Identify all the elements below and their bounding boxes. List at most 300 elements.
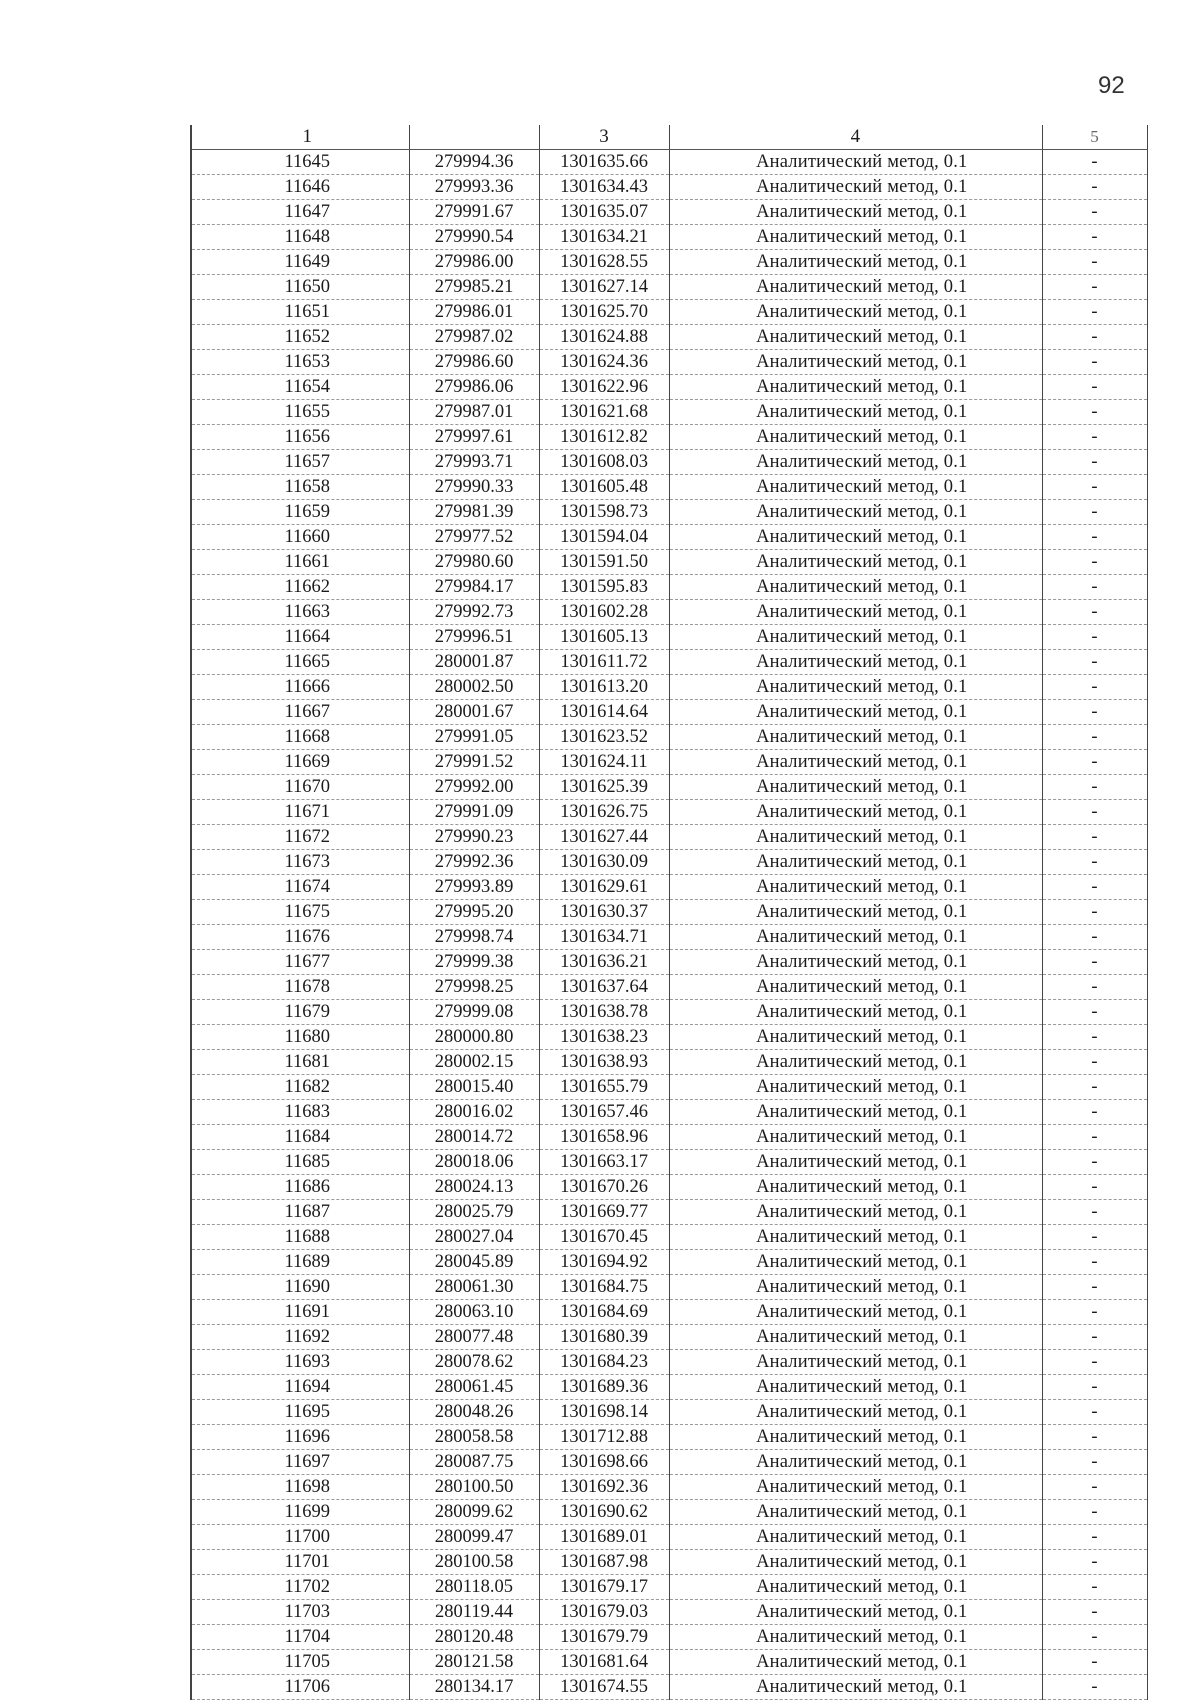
extra-cell: - <box>1042 425 1147 450</box>
point-number-cell: 11664 <box>191 625 409 650</box>
table-row <box>191 825 1147 850</box>
x-coordinate-cell: 280078.62 <box>409 1350 539 1375</box>
table-row <box>191 500 1147 525</box>
extra-cell: - <box>1042 650 1147 675</box>
point-number-cell: 11652 <box>191 325 409 350</box>
extra-cell: - <box>1042 525 1147 550</box>
point-number-cell: 11688 <box>191 1225 409 1250</box>
page-number: 92 <box>1098 72 1125 99</box>
y-coordinate-cell: 1301658.96 <box>539 1125 669 1150</box>
method-cell: Аналитический метод, 0.1 <box>669 225 1042 250</box>
point-number-cell: 11695 <box>191 1400 409 1425</box>
method-cell: Аналитический метод, 0.1 <box>669 1600 1042 1625</box>
table-row <box>191 475 1147 500</box>
point-number-cell: 11684 <box>191 1125 409 1150</box>
y-coordinate-cell: 1301612.82 <box>539 425 669 450</box>
x-coordinate-cell: 280134.17 <box>409 1675 539 1700</box>
table-row <box>191 1200 1147 1225</box>
point-number-cell: 11691 <box>191 1300 409 1325</box>
method-cell: Аналитический метод, 0.1 <box>669 675 1042 700</box>
x-coordinate-cell: 280058.58 <box>409 1425 539 1450</box>
method-cell: Аналитический метод, 0.1 <box>669 750 1042 775</box>
method-cell: Аналитический метод, 0.1 <box>669 1400 1042 1425</box>
extra-cell: - <box>1042 1150 1147 1175</box>
method-cell: Аналитический метод, 0.1 <box>669 900 1042 925</box>
method-cell: Аналитический метод, 0.1 <box>669 1650 1042 1675</box>
point-number-cell: 11704 <box>191 1625 409 1650</box>
x-coordinate-cell: 280063.10 <box>409 1300 539 1325</box>
y-coordinate-cell: 1301679.03 <box>539 1600 669 1625</box>
table-row <box>191 1450 1147 1475</box>
method-cell: Аналитический метод, 0.1 <box>669 875 1042 900</box>
table-row <box>191 250 1147 275</box>
point-number-cell: 11650 <box>191 275 409 300</box>
y-coordinate-cell: 1301626.75 <box>539 800 669 825</box>
method-cell: Аналитический метод, 0.1 <box>669 275 1042 300</box>
x-coordinate-cell: 280001.67 <box>409 700 539 725</box>
method-cell: Аналитический метод, 0.1 <box>669 1375 1042 1400</box>
table-row <box>191 375 1147 400</box>
x-coordinate-cell: 280061.30 <box>409 1275 539 1300</box>
y-coordinate-cell: 1301684.69 <box>539 1300 669 1325</box>
table-row <box>191 1500 1147 1525</box>
point-number-cell: 11669 <box>191 750 409 775</box>
extra-cell: - <box>1042 1550 1147 1575</box>
table-row <box>191 800 1147 825</box>
extra-cell: - <box>1042 1225 1147 1250</box>
method-cell: Аналитический метод, 0.1 <box>669 600 1042 625</box>
extra-cell: - <box>1042 1350 1147 1375</box>
method-cell: Аналитический метод, 0.1 <box>669 250 1042 275</box>
x-coordinate-cell: 280048.26 <box>409 1400 539 1425</box>
column-header-3: 3 <box>539 125 669 150</box>
table-row <box>191 1250 1147 1275</box>
table-row <box>191 1375 1147 1400</box>
point-number-cell: 11690 <box>191 1275 409 1300</box>
point-number-cell: 11703 <box>191 1600 409 1625</box>
y-coordinate-cell: 1301608.03 <box>539 450 669 475</box>
extra-cell: - <box>1042 600 1147 625</box>
point-number-cell: 11653 <box>191 350 409 375</box>
x-coordinate-cell: 279991.05 <box>409 725 539 750</box>
table-row <box>191 1000 1147 1025</box>
y-coordinate-cell: 1301638.93 <box>539 1050 669 1075</box>
point-number-cell: 11687 <box>191 1200 409 1225</box>
extra-cell: - <box>1042 850 1147 875</box>
y-coordinate-cell: 1301635.07 <box>539 200 669 225</box>
table-row <box>191 625 1147 650</box>
method-cell: Аналитический метод, 0.1 <box>669 1000 1042 1025</box>
y-coordinate-cell: 1301605.48 <box>539 475 669 500</box>
x-coordinate-cell: 280014.72 <box>409 1125 539 1150</box>
point-number-cell: 11673 <box>191 850 409 875</box>
y-coordinate-cell: 1301680.39 <box>539 1325 669 1350</box>
table-row <box>191 1350 1147 1375</box>
method-cell: Аналитический метод, 0.1 <box>669 850 1042 875</box>
point-number-cell: 11689 <box>191 1250 409 1275</box>
x-coordinate-cell: 280118.05 <box>409 1575 539 1600</box>
method-cell: Аналитический метод, 0.1 <box>669 1300 1042 1325</box>
table-row <box>191 850 1147 875</box>
method-cell: Аналитический метод, 0.1 <box>669 650 1042 675</box>
method-cell: Аналитический метод, 0.1 <box>669 700 1042 725</box>
point-number-cell: 11656 <box>191 425 409 450</box>
table-row <box>191 600 1147 625</box>
method-cell: Аналитический метод, 0.1 <box>669 1125 1042 1150</box>
extra-cell: - <box>1042 1250 1147 1275</box>
y-coordinate-cell: 1301624.88 <box>539 325 669 350</box>
x-coordinate-cell: 279977.52 <box>409 525 539 550</box>
extra-cell: - <box>1042 750 1147 775</box>
x-coordinate-cell: 279997.61 <box>409 425 539 450</box>
column-header-4: 4 <box>669 125 1042 150</box>
table-row <box>191 700 1147 725</box>
y-coordinate-cell: 1301595.83 <box>539 575 669 600</box>
y-coordinate-cell: 1301687.98 <box>539 1550 669 1575</box>
table-row <box>191 950 1147 975</box>
extra-cell: - <box>1042 325 1147 350</box>
method-cell: Аналитический метод, 0.1 <box>669 1200 1042 1225</box>
extra-cell: - <box>1042 500 1147 525</box>
extra-cell: - <box>1042 275 1147 300</box>
method-cell: Аналитический метод, 0.1 <box>669 500 1042 525</box>
extra-cell: - <box>1042 1500 1147 1525</box>
table-row <box>191 450 1147 475</box>
y-coordinate-cell: 1301692.36 <box>539 1475 669 1500</box>
x-coordinate-cell: 280099.47 <box>409 1525 539 1550</box>
extra-cell: - <box>1042 375 1147 400</box>
x-coordinate-cell: 280119.44 <box>409 1600 539 1625</box>
point-number-cell: 11648 <box>191 225 409 250</box>
point-number-cell: 11682 <box>191 1075 409 1100</box>
y-coordinate-cell: 1301690.62 <box>539 1500 669 1525</box>
x-coordinate-cell: 279990.54 <box>409 225 539 250</box>
table-header-row <box>191 125 1147 150</box>
method-cell: Аналитический метод, 0.1 <box>669 425 1042 450</box>
table-row <box>191 1625 1147 1650</box>
y-coordinate-cell: 1301624.11 <box>539 750 669 775</box>
table-row <box>191 1175 1147 1200</box>
y-coordinate-cell: 1301674.55 <box>539 1675 669 1700</box>
x-coordinate-cell: 279994.36 <box>409 150 539 175</box>
x-coordinate-cell: 280100.50 <box>409 1475 539 1500</box>
y-coordinate-cell: 1301634.43 <box>539 175 669 200</box>
x-coordinate-cell: 280000.80 <box>409 1025 539 1050</box>
method-cell: Аналитический метод, 0.1 <box>669 1275 1042 1300</box>
extra-cell: - <box>1042 1275 1147 1300</box>
x-coordinate-cell: 280015.40 <box>409 1075 539 1100</box>
table-row <box>191 1025 1147 1050</box>
y-coordinate-cell: 1301698.66 <box>539 1450 669 1475</box>
table-row <box>191 1550 1147 1575</box>
y-coordinate-cell: 1301605.13 <box>539 625 669 650</box>
extra-cell: - <box>1042 625 1147 650</box>
y-coordinate-cell: 1301679.79 <box>539 1625 669 1650</box>
extra-cell: - <box>1042 400 1147 425</box>
point-number-cell: 11681 <box>191 1050 409 1075</box>
point-number-cell: 11679 <box>191 1000 409 1025</box>
table-row <box>191 575 1147 600</box>
x-coordinate-cell: 280001.87 <box>409 650 539 675</box>
y-coordinate-cell: 1301613.20 <box>539 675 669 700</box>
method-cell: Аналитический метод, 0.1 <box>669 175 1042 200</box>
point-number-cell: 11706 <box>191 1675 409 1700</box>
y-coordinate-cell: 1301681.64 <box>539 1650 669 1675</box>
point-number-cell: 11700 <box>191 1525 409 1550</box>
point-number-cell: 11665 <box>191 650 409 675</box>
x-coordinate-cell: 279998.25 <box>409 975 539 1000</box>
extra-cell: - <box>1042 225 1147 250</box>
y-coordinate-cell: 1301625.39 <box>539 775 669 800</box>
extra-cell: - <box>1042 1625 1147 1650</box>
table-row <box>191 1425 1147 1450</box>
y-coordinate-cell: 1301694.92 <box>539 1250 669 1275</box>
table-row <box>191 1150 1147 1175</box>
point-number-cell: 11659 <box>191 500 409 525</box>
y-coordinate-cell: 1301629.61 <box>539 875 669 900</box>
y-coordinate-cell: 1301638.23 <box>539 1025 669 1050</box>
table-row <box>191 1300 1147 1325</box>
method-cell: Аналитический метод, 0.1 <box>669 950 1042 975</box>
table-row <box>191 1075 1147 1100</box>
point-number-cell: 11698 <box>191 1475 409 1500</box>
extra-cell: - <box>1042 1325 1147 1350</box>
table-row <box>191 725 1147 750</box>
table-row <box>191 425 1147 450</box>
extra-cell: - <box>1042 725 1147 750</box>
x-coordinate-cell: 279996.51 <box>409 625 539 650</box>
point-number-cell: 11676 <box>191 925 409 950</box>
extra-cell: - <box>1042 925 1147 950</box>
extra-cell: - <box>1042 800 1147 825</box>
point-number-cell: 11692 <box>191 1325 409 1350</box>
table-row <box>191 200 1147 225</box>
table-row <box>191 1600 1147 1625</box>
x-coordinate-cell: 280025.79 <box>409 1200 539 1225</box>
y-coordinate-cell: 1301634.71 <box>539 925 669 950</box>
table-row <box>191 150 1147 175</box>
extra-cell: - <box>1042 350 1147 375</box>
y-coordinate-cell: 1301630.37 <box>539 900 669 925</box>
table-row <box>191 350 1147 375</box>
y-coordinate-cell: 1301627.44 <box>539 825 669 850</box>
table-row <box>191 1125 1147 1150</box>
extra-cell: - <box>1042 1475 1147 1500</box>
y-coordinate-cell: 1301628.55 <box>539 250 669 275</box>
table-row <box>191 175 1147 200</box>
extra-cell: - <box>1042 1300 1147 1325</box>
point-number-cell: 11693 <box>191 1350 409 1375</box>
x-coordinate-cell: 280027.04 <box>409 1225 539 1250</box>
x-coordinate-cell: 279991.52 <box>409 750 539 775</box>
extra-cell: - <box>1042 675 1147 700</box>
x-coordinate-cell: 279986.00 <box>409 250 539 275</box>
extra-cell: - <box>1042 250 1147 275</box>
method-cell: Аналитический метод, 0.1 <box>669 1500 1042 1525</box>
y-coordinate-cell: 1301670.45 <box>539 1225 669 1250</box>
table-row <box>191 1525 1147 1550</box>
method-cell: Аналитический метод, 0.1 <box>669 1450 1042 1475</box>
point-number-cell: 11657 <box>191 450 409 475</box>
method-cell: Аналитический метод, 0.1 <box>669 1225 1042 1250</box>
point-number-cell: 11702 <box>191 1575 409 1600</box>
method-cell: Аналитический метод, 0.1 <box>669 150 1042 175</box>
table-row <box>191 1050 1147 1075</box>
y-coordinate-cell: 1301621.68 <box>539 400 669 425</box>
x-coordinate-cell: 280077.48 <box>409 1325 539 1350</box>
point-number-cell: 11651 <box>191 300 409 325</box>
x-coordinate-cell: 279993.71 <box>409 450 539 475</box>
coordinates-table <box>190 125 1148 1700</box>
method-cell: Аналитический метод, 0.1 <box>669 375 1042 400</box>
point-number-cell: 11647 <box>191 200 409 225</box>
table-row <box>191 650 1147 675</box>
x-coordinate-cell: 279980.60 <box>409 550 539 575</box>
x-coordinate-cell: 279992.73 <box>409 600 539 625</box>
y-coordinate-cell: 1301698.14 <box>539 1400 669 1425</box>
x-coordinate-cell: 280024.13 <box>409 1175 539 1200</box>
point-number-cell: 11670 <box>191 775 409 800</box>
method-cell: Аналитический метод, 0.1 <box>669 1625 1042 1650</box>
extra-cell: - <box>1042 1525 1147 1550</box>
x-coordinate-cell: 280099.62 <box>409 1500 539 1525</box>
point-number-cell: 11685 <box>191 1150 409 1175</box>
x-coordinate-cell: 280061.45 <box>409 1375 539 1400</box>
y-coordinate-cell: 1301622.96 <box>539 375 669 400</box>
point-number-cell: 11672 <box>191 825 409 850</box>
method-cell: Аналитический метод, 0.1 <box>669 800 1042 825</box>
table-row <box>191 750 1147 775</box>
method-cell: Аналитический метод, 0.1 <box>669 400 1042 425</box>
point-number-cell: 11655 <box>191 400 409 425</box>
table-row <box>191 300 1147 325</box>
y-coordinate-cell: 1301624.36 <box>539 350 669 375</box>
column-header-5: 5 <box>1042 125 1147 150</box>
point-number-cell: 11645 <box>191 150 409 175</box>
extra-cell: - <box>1042 1650 1147 1675</box>
y-coordinate-cell: 1301712.88 <box>539 1425 669 1450</box>
method-cell: Аналитический метод, 0.1 <box>669 450 1042 475</box>
x-coordinate-cell: 279993.89 <box>409 875 539 900</box>
x-coordinate-cell: 279986.06 <box>409 375 539 400</box>
x-coordinate-cell: 280121.58 <box>409 1650 539 1675</box>
method-cell: Аналитический метод, 0.1 <box>669 625 1042 650</box>
x-coordinate-cell: 279993.36 <box>409 175 539 200</box>
extra-cell: - <box>1042 1450 1147 1475</box>
table-row <box>191 775 1147 800</box>
extra-cell: - <box>1042 875 1147 900</box>
point-number-cell: 11646 <box>191 175 409 200</box>
extra-cell: - <box>1042 1200 1147 1225</box>
point-number-cell: 11677 <box>191 950 409 975</box>
point-number-cell: 11705 <box>191 1650 409 1675</box>
extra-cell: - <box>1042 475 1147 500</box>
y-coordinate-cell: 1301637.64 <box>539 975 669 1000</box>
x-coordinate-cell: 280087.75 <box>409 1450 539 1475</box>
x-coordinate-cell: 280016.02 <box>409 1100 539 1125</box>
table-row <box>191 275 1147 300</box>
x-coordinate-cell: 280120.48 <box>409 1625 539 1650</box>
method-cell: Аналитический метод, 0.1 <box>669 1550 1042 1575</box>
method-cell: Аналитический метод, 0.1 <box>669 1250 1042 1275</box>
extra-cell: - <box>1042 950 1147 975</box>
y-coordinate-cell: 1301679.17 <box>539 1575 669 1600</box>
y-coordinate-cell: 1301636.21 <box>539 950 669 975</box>
x-coordinate-cell: 279985.21 <box>409 275 539 300</box>
extra-cell: - <box>1042 1425 1147 1450</box>
extra-cell: - <box>1042 1675 1147 1700</box>
method-cell: Аналитический метод, 0.1 <box>669 975 1042 1000</box>
y-coordinate-cell: 1301669.77 <box>539 1200 669 1225</box>
y-coordinate-cell: 1301594.04 <box>539 525 669 550</box>
point-number-cell: 11697 <box>191 1450 409 1475</box>
y-coordinate-cell: 1301591.50 <box>539 550 669 575</box>
extra-cell: - <box>1042 1000 1147 1025</box>
method-cell: Аналитический метод, 0.1 <box>669 1425 1042 1450</box>
extra-cell: - <box>1042 1400 1147 1425</box>
point-number-cell: 11666 <box>191 675 409 700</box>
table-row <box>191 225 1147 250</box>
table-row <box>191 400 1147 425</box>
table-row <box>191 900 1147 925</box>
table-row <box>191 325 1147 350</box>
coordinates-table-container <box>190 125 1148 1700</box>
method-cell: Аналитический метод, 0.1 <box>669 1175 1042 1200</box>
column-header-2 <box>409 125 539 150</box>
extra-cell: - <box>1042 1050 1147 1075</box>
y-coordinate-cell: 1301635.66 <box>539 150 669 175</box>
x-coordinate-cell: 279986.01 <box>409 300 539 325</box>
x-coordinate-cell: 279986.60 <box>409 350 539 375</box>
y-coordinate-cell: 1301670.26 <box>539 1175 669 1200</box>
table-row <box>191 875 1147 900</box>
method-cell: Аналитический метод, 0.1 <box>669 725 1042 750</box>
method-cell: Аналитический метод, 0.1 <box>669 1025 1042 1050</box>
table-row <box>191 1100 1147 1125</box>
extra-cell: - <box>1042 175 1147 200</box>
point-number-cell: 11654 <box>191 375 409 400</box>
column-header-1: 1 <box>191 125 409 150</box>
extra-cell: - <box>1042 825 1147 850</box>
y-coordinate-cell: 1301634.21 <box>539 225 669 250</box>
y-coordinate-cell: 1301627.14 <box>539 275 669 300</box>
point-number-cell: 11660 <box>191 525 409 550</box>
method-cell: Аналитический метод, 0.1 <box>669 925 1042 950</box>
point-number-cell: 11683 <box>191 1100 409 1125</box>
table-row <box>191 975 1147 1000</box>
table-row <box>191 525 1147 550</box>
extra-cell: - <box>1042 550 1147 575</box>
x-coordinate-cell: 279992.36 <box>409 850 539 875</box>
method-cell: Аналитический метод, 0.1 <box>669 350 1042 375</box>
point-number-cell: 11694 <box>191 1375 409 1400</box>
method-cell: Аналитический метод, 0.1 <box>669 1575 1042 1600</box>
y-coordinate-cell: 1301602.28 <box>539 600 669 625</box>
method-cell: Аналитический метод, 0.1 <box>669 1525 1042 1550</box>
y-coordinate-cell: 1301611.72 <box>539 650 669 675</box>
method-cell: Аналитический метод, 0.1 <box>669 775 1042 800</box>
method-cell: Аналитический метод, 0.1 <box>669 325 1042 350</box>
extra-cell: - <box>1042 150 1147 175</box>
point-number-cell: 11701 <box>191 1550 409 1575</box>
x-coordinate-cell: 280002.50 <box>409 675 539 700</box>
method-cell: Аналитический метод, 0.1 <box>669 1675 1042 1700</box>
x-coordinate-cell: 279995.20 <box>409 900 539 925</box>
y-coordinate-cell: 1301623.52 <box>539 725 669 750</box>
point-number-cell: 11675 <box>191 900 409 925</box>
x-coordinate-cell: 279991.67 <box>409 200 539 225</box>
extra-cell: - <box>1042 300 1147 325</box>
